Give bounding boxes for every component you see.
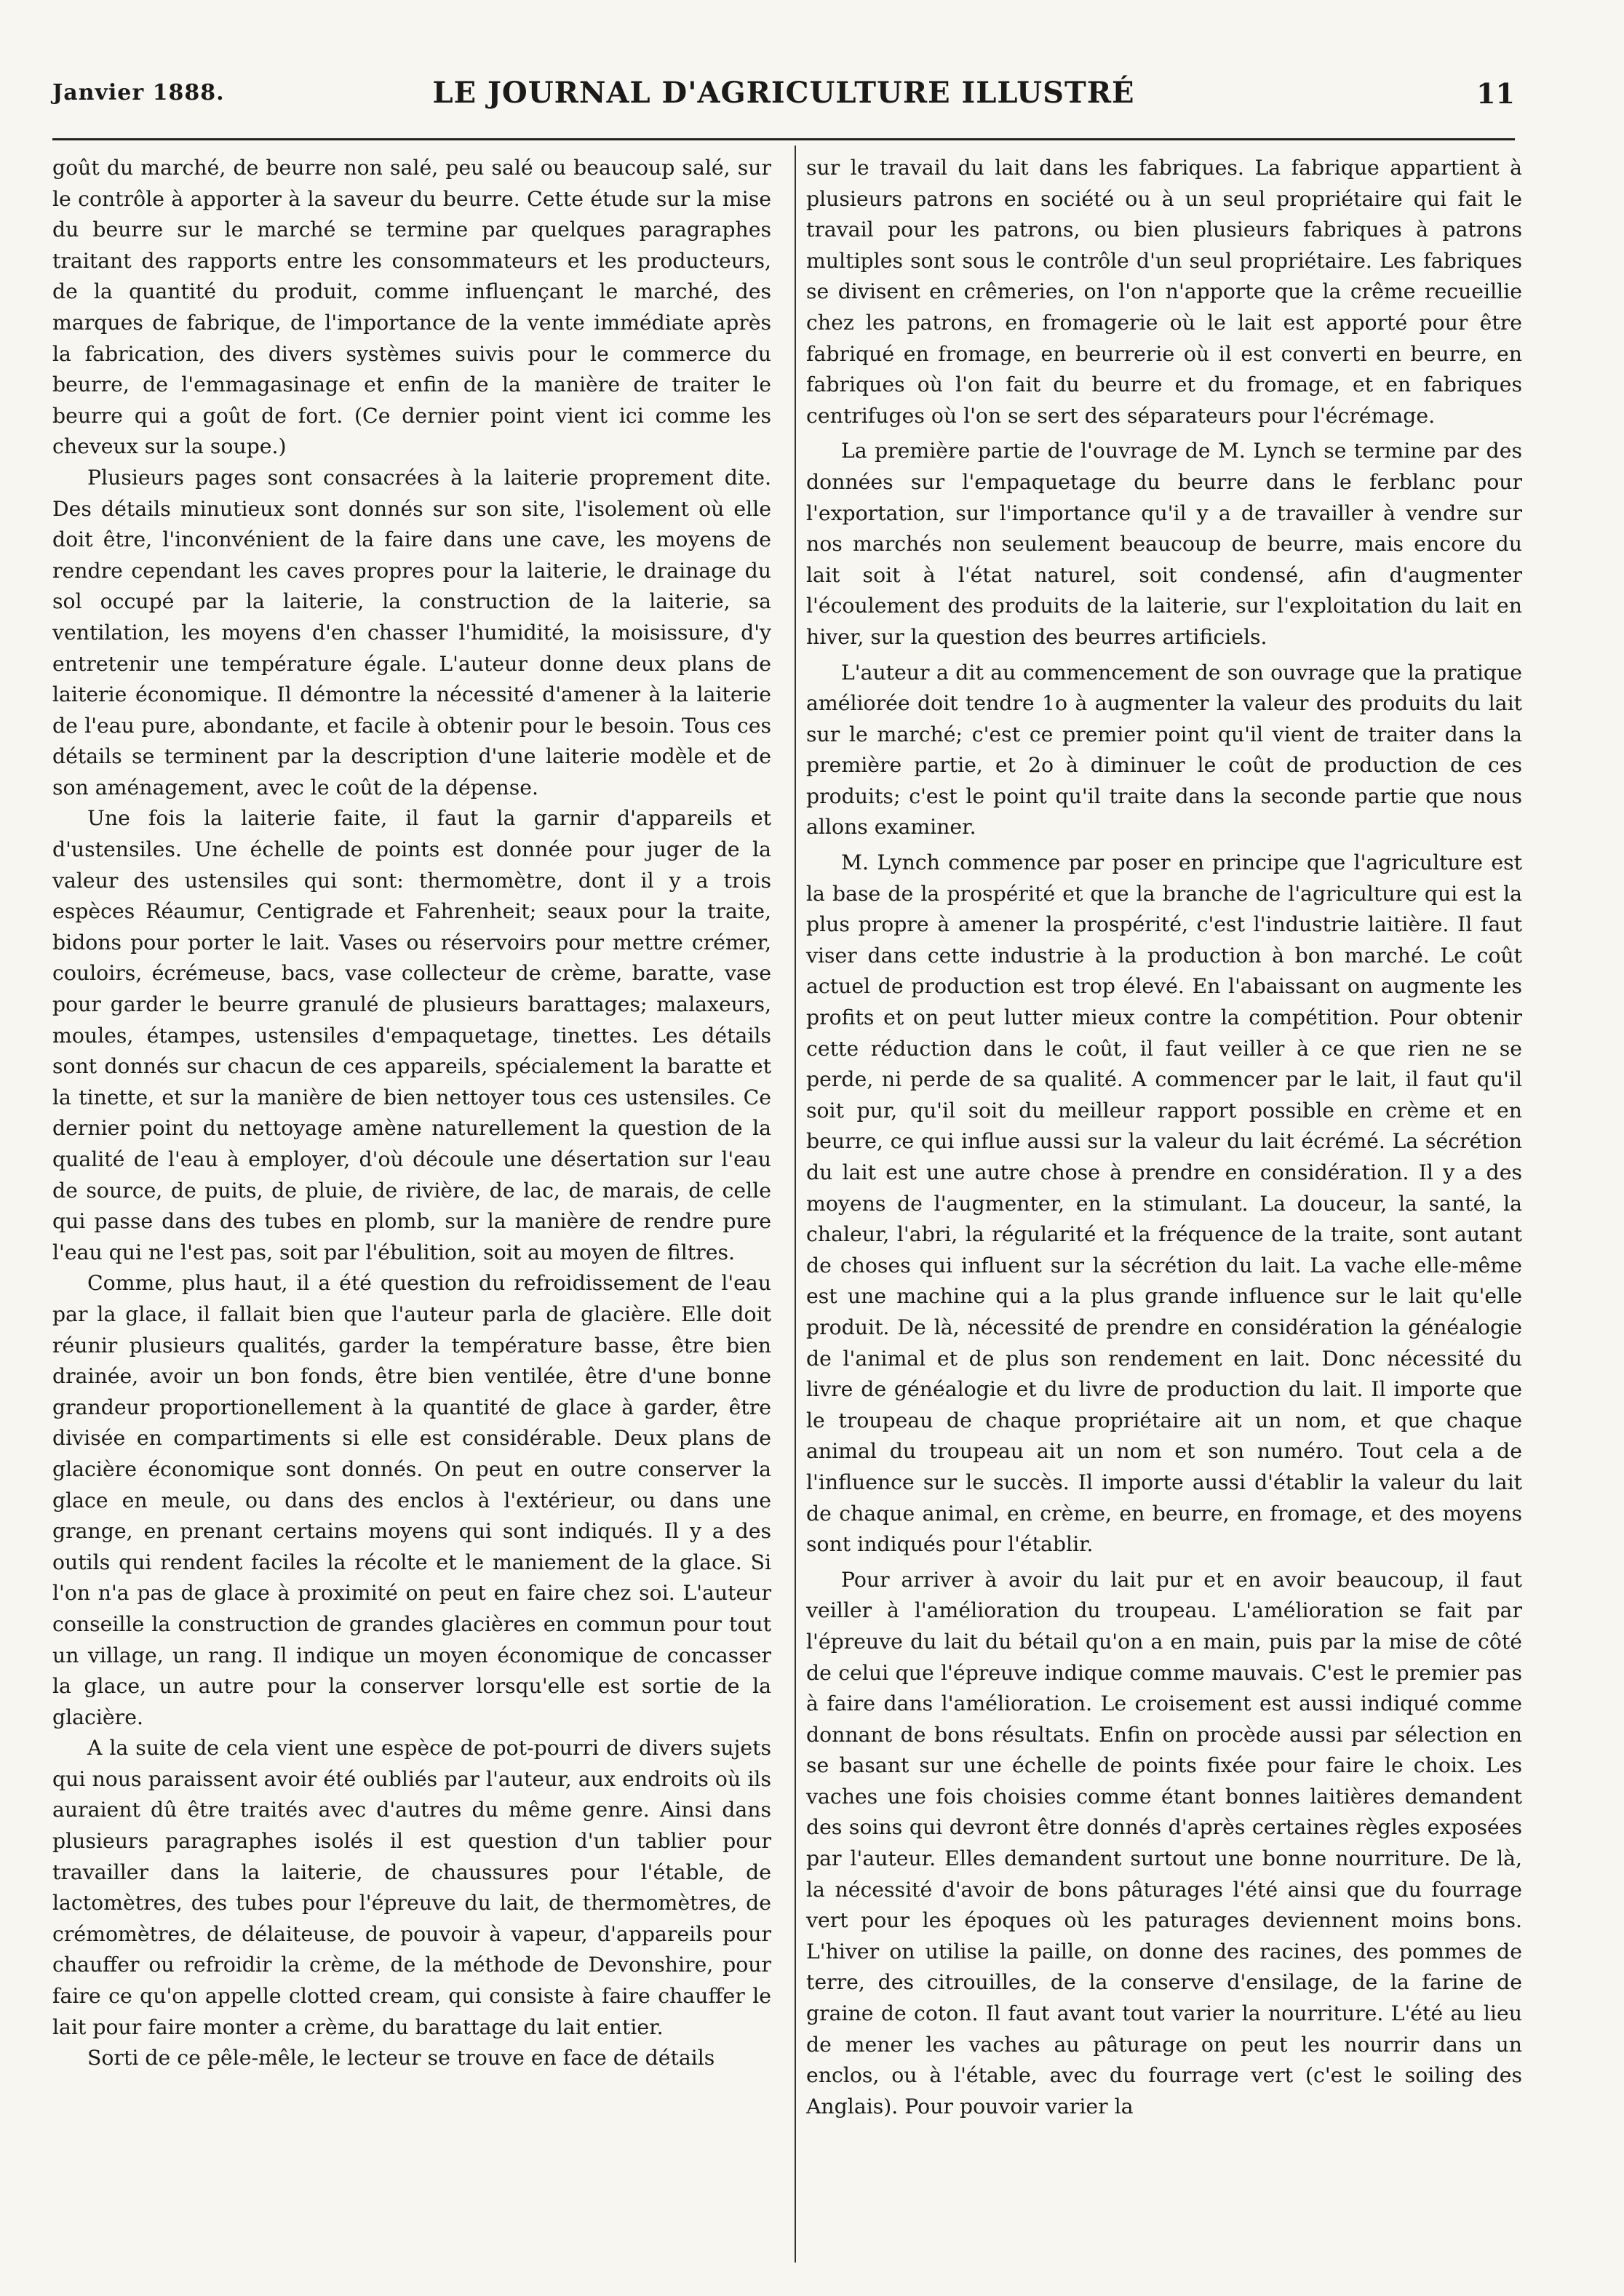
paragraph: La première partie de l'ouvrage de M. Lynch se termine par des données sur l'empaquetage du beurre dans le ferblanc pour l'exportation, sur l'importance qu'il y a de travailler à vendre sur nos marchés non seulement beaucoup de beurre, mais encore du lait soit à l'état naturel, soit condensé, afin d'augmenter l'écoulement des produits de la laiterie, sur l'exploitation du lait en hiver, sur la question des beurres artificiels.: [806, 439, 1522, 649]
paragraph: Plusieurs pages sont consacrées à la laiterie proprement dite. Des détails minutieux sont donnés sur son site, l'isolement où elle doit être, l'inconvénient de la faire dans une cave, les moyens de rendre cependant les caves propres pour la laiterie, le drainage du sol occupé par la laiterie, la construction de la laiterie, sa ventilation, les moyens d'en chasser l'humidité, la moisissure, d'y entretenir une température égale. L'auteur donne deux plans de laiterie économique. Il démontre la nécessité d'amener à la laiterie de l'eau pure, abondante, et facile à obtenir pour le besoin. Tous ces détails se terminent par la description d'une laiterie modèle et de son aménagement, avec le coût de la dépense.: [52, 465, 771, 800]
left-column: [52, 153, 787, 2263]
right-column: [787, 153, 1522, 2263]
paragraph: L'auteur a dit au commencement de son ouvrage que la pratique améliorée doit tendre 1o à augmenter la valeur des produits du lait sur le marché; c'est ce premier point qu'il vient de traiter dans la première partie, et 2o à diminuer le coût de production de ces produits; c'est le point qu'il traite dans la seconde partie que nous allons examiner.: [806, 660, 1522, 840]
page-header: [52, 70, 1515, 121]
paragraph: M. Lynch commence par poser en principe que l'agriculture est la base de la prospérité et que la branche de l'agriculture qui est la plus propre à amener la prospérité, c'est l'industrie laitière. Il faut viser dans cette industrie à la production à bon marché. Le coût actuel de production est trop élevé. En l'abaissant on augmente les profits et on peut lutter mieux contre la compétition. Pour obtenir cette réduction dans le coût, il faut veiller à ce que rien ne se perde, ni perde de sa qualité. A commencer par le lait, il faut qu'il soit pur, qu'il soit du meilleur rapport possible en crème et en beurre, ce qui influe aussi sur la valeur du lait écrémé. La sécrétion du lait est une autre chose à prendre en considération. Il y a des moyens de l'augmenter, en la stimulant. La douceur, la santé, la chaleur, l'abri, la régularité et la fréquence de la traite, sont autant de choses qui influent sur la sécrétion du lait. La vache elle-même est une machine qui a la plus grande influence sur le lait qu'elle produit. De là, nécessité de prendre en considération la généalogie de l'animal et de plus son rendement en lait. Donc nécessité du livre de généalogie et du livre de production du lait. Il importe que le troupeau de chaque propriétaire ait un nom, et que chaque animal du troupeau ait un nom et son numéro. Tout cela a de l'influence sur le succès. Il importe aussi d'établir la valeur du lait de chaque animal, en crème, en beurre, en fromage, et des moyens sont indiqués pour l'établir.: [806, 850, 1522, 1557]
issue-date: Janvier 1888.: [52, 80, 225, 105]
page-number: 11: [1476, 77, 1515, 110]
paragraph: goût du marché, de beurre non salé, peu salé ou beaucoup salé, sur le contrôle à apporter à la saveur du beurre. Cette étude sur la mise du beurre sur le marché se termine par quelques paragraphes traitant des rapports entre les consommateurs et les producteurs, de la quantité du produit, comme influençant le marché, des marques de fabrique, de l'importance de la vente immédiate après la fabrication, des divers systèmes suivis pour le commerce du beurre, de l'emmagasinage et enfin de la manière de traiter le beurre qui a goût de fort. (Ce dernier point vient ici comme les cheveux sur la soupe.): [52, 156, 771, 459]
journal-title: LE JOURNAL D'AGRICULTURE ILLUSTRÉ: [432, 76, 1135, 110]
paragraph: Comme, plus haut, il a été question du refroidissement de l'eau par la glace, il fallait bien que l'auteur parla de glacière. Elle doit réunir plusieurs qualités, garder la température basse, être bien drainée, avoir un bon fonds, être bien ventilée, être d'une bonne grandeur proportionellement à la quantité de glace à garder, être divisée en compartiments si elle est considérable. Deux plans de glacière économique sont donnés. On peut en outre conserver la glace en meule, ou dans des enclos à l'extérieur, ou dans une grange, en prenant certains moyens qui sont indiqués. Il y a des outils qui rendent faciles la récolte et le maniement de la glace. Si l'on n'a pas de glace à proximité on peut en faire chez soi. L'auteur conseille la construction de grandes glacières en commun pour tout un village, un rang. Il indique un moyen économique de concasser la glace, un autre pour la conserver lorsqu'elle est sortie de la glacière.: [52, 1271, 771, 1729]
paragraph: A la suite de cela vient une espèce de pot-pourri de divers sujets qui nous paraissent avoir été oubliés par l'auteur, aux endroits où ils auraient dû être traités avec d'autres du même genre. Ainsi dans plusieurs paragraphes isolés il est question d'un tablier pour travailler dans la laiterie, de chaussures pour l'étable, de lactomètres, des tubes pour l'épreuve du lait, de thermomètres, de crémomètres, de délaiteuse, de pouvoir à vapeur, d'appareils pour chauffer ou refroidir la crème, de la méthode de Devonshire, pour faire ce qu'on appelle clotted cream, qui consiste à faire chauffer le lait pour faire monter a crème, du barattage du lait entier.: [52, 1736, 771, 2039]
paragraph: Sorti de ce pêle-mêle, le lecteur se trouve en face de détails: [87, 2046, 715, 2070]
paragraph: sur le travail du lait dans les fabriques. La fabrique appartient à plusieurs patrons en société ou à un seul propriétaire qui fait le travail pour les patrons, ou bien plusieurs fabriques à patrons multiples sont sous le contrôle d'un seul propriétaire. Les fabriques se divisent en crêmeries, on l'on n'apporte que la crême recueillie chez les patrons, en fromagerie où le lait est apporté pour être fabriqué en fromage, en beurrerie où il est converti en beurre, en fabriques où l'on fait du beurre et du fromage, et en fabriques centrifuges où l'on se sert des séparateurs pour l'écrémage.: [806, 156, 1522, 428]
header-rule: [52, 138, 1515, 140]
paragraph: Pour arriver à avoir du lait pur et en avoir beaucoup, il faut veiller à l'amélioration du troupeau. L'amélioration se fait par l'épreuve du lait du bétail qu'on a en main, puis par la mise de côté de celui que l'épreuve indique comme mauvais. C'est le premier pas à faire dans l'amélioration. Le croisement est aussi indiqué comme donnant de bons résultats. Enfin on procède aussi par sélection en se basant sur une échelle de points fixée pour faire le choix. Les vaches une fois choisies comme étant bonnes laitières demandent des soins qui devront être donnés d'après certaines règles exposées par l'auteur. Elles demandent surtout une bonne nourriture. De là, la nécessité d'avoir de bons pâturages l'été ainsi que du fourrage vert pour les époques où les paturages deviennent moins bons. L'hiver on utilise la paille, on donne des racines, des pommes de terre, des citrouilles, de la conserve d'ensilage, de la farine de graine de coton. Il faut avant tout varier la nourriture. L'été au lieu de mener les vaches au pâturage on peut les nourrir dans un enclos, ou à l'étable, avec du fourrage vert (c'est le soiling des Anglais). Pour pouvoir varier la: [806, 1567, 1522, 2118]
paragraph: Une fois la laiterie faite, il faut la garnir d'appareils et d'ustensiles. Une échelle de points est donnée pour juger de la valeur des ustensiles qui sont: thermomètre, dont il y a trois espèces Réaumur, Centigrade et Fahrenheit; seaux pour la traite, bidons pour porter le lait. Vases ou réservoirs pour mettre crémer, couloirs, écrémeuse, bacs, vase collecteur de crème, baratte, vase pour garder le beurre granulé de plusieurs barattages; malaxeurs, moules, étampes, ustensiles d'empaquetage, tinettes. Les détails sont donnés sur chacun de ces appareils, spécialement la baratte et la tinette, et sur la manière de bien nettoyer tous ces ustensiles. Ce dernier point du nettoyage amène naturellement la question de la qualité de l'eau à employer, d'où découle une désertation sur l'eau de source, de puits, de pluie, de rivière, de lac, de marais, de celle qui passe dans des tubes en plomb, sur la manière de rendre pure l'eau qui ne l'est pas, soit par l'ébulition, soit au moyen de filtres.: [52, 806, 771, 1264]
